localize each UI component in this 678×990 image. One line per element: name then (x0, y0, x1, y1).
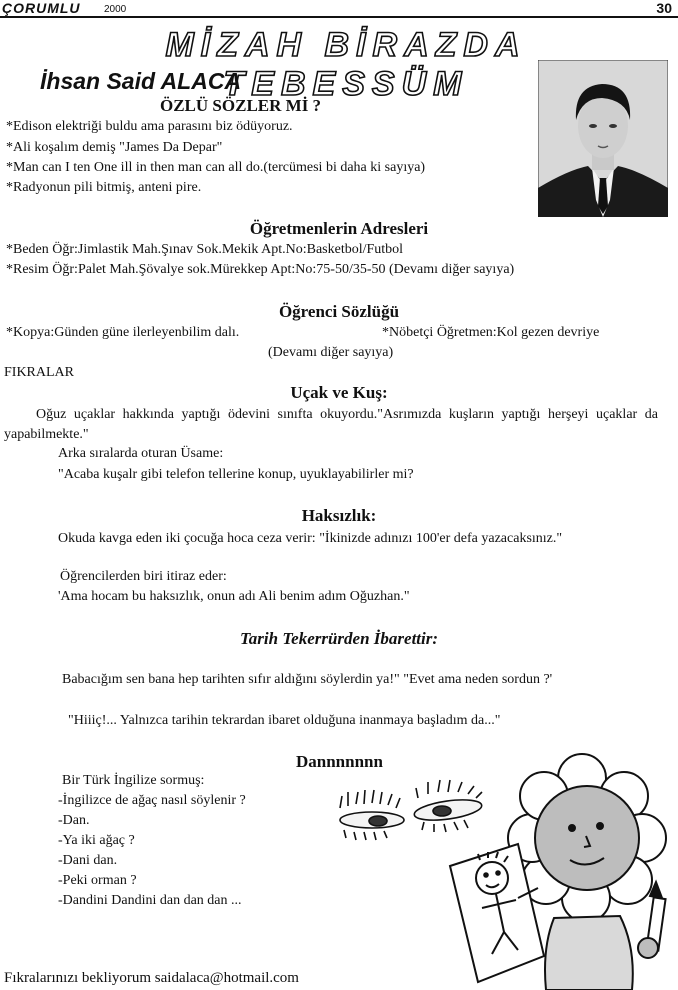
page-title: MİZAH BİRAZDA TEBESSÜM (165, 26, 527, 103)
dialog-line: -İngilizce de ağaç nasıl söylenir ? (58, 793, 246, 808)
dialog-line: -Dani dan. (58, 853, 118, 868)
saying-line: *Edison elektriği buldu ama parasını biz ödüyoruz. (6, 119, 293, 134)
dialog-line: -Peki orman ? (58, 873, 137, 888)
section-heading-sozluk: Öğrenci Sözlüğü (278, 302, 400, 321)
joke-heading-dan: Dannnnnnn (296, 752, 383, 771)
footer-contact: Fıkralarınızı bekliyorum saidalaca@hotmail.com (4, 970, 299, 986)
joke-line: "Hiiiç!... Yalnızca tarihin tekrardan ibaret olduğuna inanmaya başladım da..." (68, 713, 501, 728)
address-line: *Beden Öğr:Jimlastik Mah.Şınav Sok.Mekik Apt.No:Basketbol/Futbol (6, 242, 404, 257)
joke-heading-tarih: Tarih Tekerrürden İbarettir: (239, 629, 439, 648)
joke-paragraph: Oğuz uçaklar hakkında yaptığı ödevini sınıfta okuyordu."Asrımızda kuşların yaptığı herşeyi uçaklar da yapabilmekte." (4, 407, 658, 442)
dialog-line: -Ya iki ağaç ? (58, 833, 135, 848)
header-rule (0, 16, 678, 18)
joke-line: 'Ama hocam bu haksızlık, onun adı Ali benim adım Oğuzhan." (58, 589, 410, 604)
joke-paragraph: Okuda kavga eden iki çocuğa hoca ceza verir: "İkinizde adınızı 100'er defa yazacaksınız." (58, 531, 563, 546)
section-heading-adresler: Öğretmenlerin Adresleri (249, 219, 429, 238)
dialog-line: -Dandini Dandini dan dan dan ... (58, 893, 242, 908)
continued-note: (Devamı diğer sayıya) (268, 345, 394, 360)
dialog-line: -Dan. (58, 813, 90, 828)
joke-line: Öğrencilerden biri itiraz eder: (60, 569, 227, 584)
author-name: İhsan Said ALACA (40, 68, 242, 94)
saying-line: *Radyonun pili bitmiş, anteni pire. (6, 180, 202, 195)
joke-line: "Acaba kuşalr gibi telefon tellerine konup, uyuklayabilirler mi? (58, 467, 414, 482)
cartoon-illustration (332, 748, 672, 990)
saying-line: *Ali koşalım demiş "James Da Depar" (6, 140, 223, 155)
address-line: *Resim Öğr:Palet Mah.Şövalye sok.Mürekkep Apt:No:75-50/35-50 (Devamı diğer sayıya) (6, 262, 515, 277)
jokes-label: FIKRALAR (4, 365, 75, 380)
section-heading-ozlu: ÖZLÜ SÖZLER Mİ ? (160, 96, 322, 115)
joke-paragraph: Babacığım sen bana hep tarihten sıfır aldığını söylerdin ya!" "Evet ama neden sordun ?' (62, 672, 553, 687)
author-photo (538, 60, 668, 217)
issue-year: 2000 (104, 4, 127, 15)
dictionary-entry: *Nöbetçi Öğretmen:Kol gezen devriye (382, 325, 600, 340)
page-number: 30 (656, 0, 672, 16)
dialog-line: Bir Türk İngilize sormuş: (62, 773, 205, 788)
dictionary-entry: *Kopya:Günden güne ilerleyenbilim dalı. (6, 325, 240, 340)
joke-line: Arka sıralarda oturan Üsame: (58, 446, 224, 461)
joke-heading-ucak: Uçak ve Kuş: (290, 383, 388, 402)
joke-heading-haksizlik: Haksızlık: (301, 506, 377, 525)
magazine-brand: ÇORUMLU (2, 0, 81, 16)
saying-line: *Man can I ten One ill in then man can all do.(tercümesi bi daha ki sayıya) (6, 160, 426, 175)
cartoon-eyes (340, 780, 483, 840)
